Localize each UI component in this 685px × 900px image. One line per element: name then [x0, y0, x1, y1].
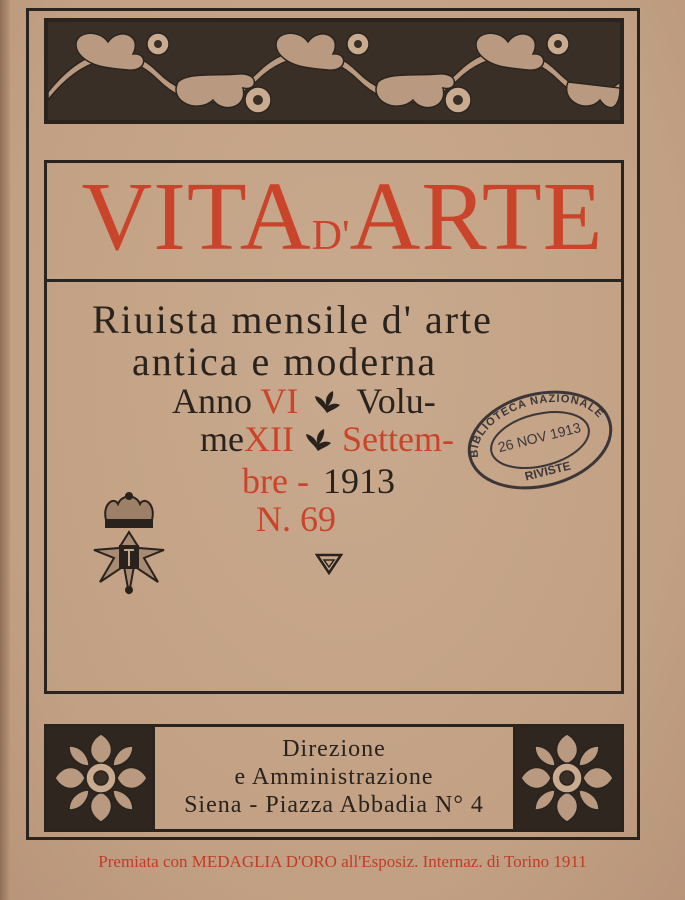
- volume-value: XII: [243, 419, 294, 459]
- library-crest-icon: [84, 490, 174, 602]
- title-d: D': [311, 213, 350, 259]
- title-arte: ARTE: [349, 163, 604, 271]
- month-end: bre -: [242, 461, 309, 501]
- anno-value: VI: [260, 381, 299, 421]
- spine-edge: [0, 0, 10, 900]
- triangle-icon: [314, 552, 344, 576]
- address-line-2: e Amministrazione: [234, 764, 434, 790]
- issue-line-year: [242, 460, 395, 502]
- fleuron-icon: [312, 387, 342, 417]
- rosette-right: [513, 727, 621, 829]
- issue-line-volume: [200, 418, 454, 460]
- issue-line-anno: [172, 380, 436, 422]
- stamp-ring-text: BIBLIOTECA NAZIONALE: [468, 392, 607, 458]
- rosette-left: [47, 727, 155, 829]
- title-vita: VITA: [81, 163, 312, 271]
- stamp-section: RIVISTE: [523, 458, 573, 484]
- address-line-3: Siena - Piazza Abbadia N° 4: [184, 792, 484, 818]
- magazine-title: [0, 163, 685, 271]
- rosette-icon: [513, 727, 621, 829]
- issue-year: 1913: [322, 461, 395, 501]
- subtitle-line-2: antica e moderna: [132, 339, 438, 384]
- month-start: Settem-: [341, 419, 454, 459]
- address-line-1: Direzione: [282, 736, 386, 762]
- library-stamp: [462, 380, 618, 500]
- address-box: [152, 724, 516, 832]
- anno-label: Anno: [172, 381, 252, 421]
- stamp-date: 26 NOV 1913: [496, 419, 583, 456]
- acanthus-ornament-icon: [48, 22, 620, 120]
- ornamental-band: [44, 18, 624, 124]
- volume-label: Volu-: [356, 381, 436, 421]
- prize-caption: Premiata con MEDAGLIA D'ORO all'Esposiz. Internaz. di Torino 1911: [98, 852, 587, 871]
- volume-label-end: me: [200, 419, 244, 459]
- subtitle-line-1: Riuista mensile d' arte: [92, 297, 493, 342]
- fleuron-icon: [303, 425, 333, 455]
- rosette-icon: [47, 727, 155, 829]
- issue-number: N. 69: [256, 499, 336, 539]
